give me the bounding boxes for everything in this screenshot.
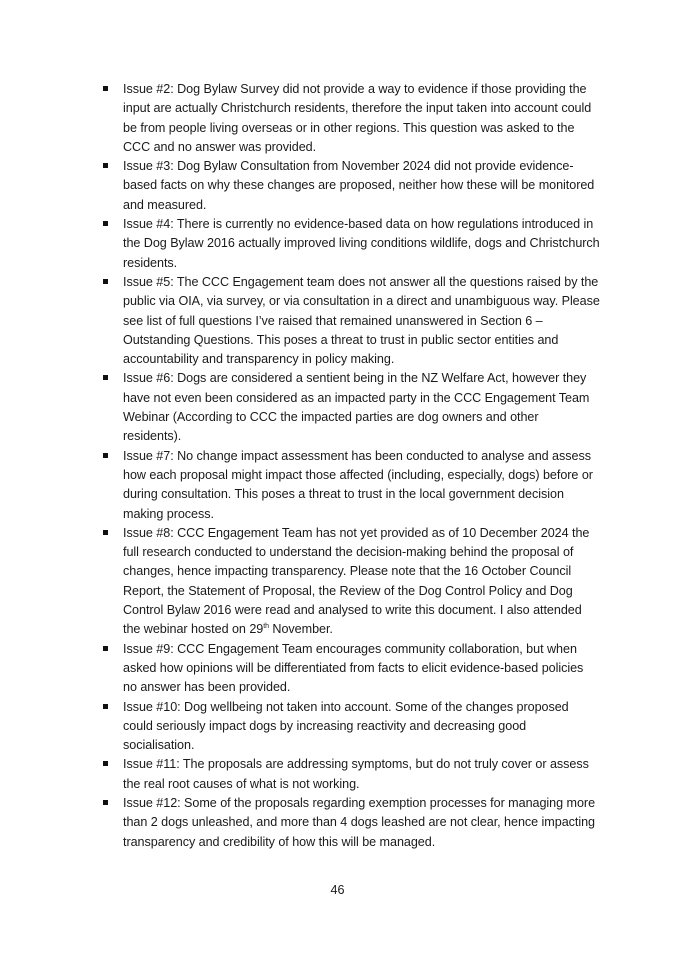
- issue-item-3: [100, 157, 600, 215]
- square-bullet-icon: [103, 375, 108, 380]
- issue-item-12: [100, 794, 600, 852]
- square-bullet-icon: [103, 761, 108, 766]
- square-bullet-icon: [103, 86, 108, 91]
- square-bullet-icon: [103, 530, 108, 535]
- issue-item-6: [100, 369, 600, 446]
- ordinal-superscript: th: [263, 623, 269, 631]
- page-number: 46: [330, 883, 345, 897]
- issue-text: Issue #9: CCC Engagement Team encourages community collaboration, but when asked how opinions will be differentiated from facts to elicit evidence-based policies no answer has been provided.: [123, 641, 584, 695]
- square-bullet-icon: [103, 800, 108, 805]
- issue-text: Issue #7: No change impact assessment has been conducted to analyse and assess how each proposal might impact those affected (including, especially, dogs) before or during consultation. This poses a threat to trust in the local government decision making process.: [123, 448, 593, 521]
- issue-text-end: November.: [268, 622, 333, 637]
- issue-text: Issue #3: Dog Bylaw Consultation from November 2024 did not provide evidence-based facts on why these changes are proposed, neither how these will be monitored and measured.: [123, 159, 595, 212]
- issue-text: Issue #2: Dog Bylaw Survey did not provide a way to evidence if those providing the input are actually Christchurch residents, therefore the input taken into account could be from people living overseas or in other regions. This question was asked to the CCC and no answer was provided.: [123, 82, 592, 154]
- issue-text: Issue #5: The CCC Engagement team does not answer all the questions raised by the public via OIA, via survey, or via consultation in a direct and unambiguous way. Please see list of full questions I’ve raised that remained unanswered in Section 6 – Outstanding Questions. This poses a threat to trust in public sector entities and accountability and transparency in policy making.: [123, 274, 600, 367]
- square-bullet-icon: [103, 646, 108, 651]
- issue-item-5: [100, 273, 600, 369]
- square-bullet-icon: [103, 163, 108, 168]
- square-bullet-icon: [103, 279, 108, 284]
- issue-item-8: [100, 524, 600, 640]
- issue-text: Issue #8: CCC Engagement Team has not yet provided as of 10 December 2024 the full research conducted to understand the decision-making behind the proposal of changes, hence impacting transparency. Please note that the 16 October Council Report, the Statement of Proposal, the Review of the Dog Control Policy and Dog Control Bylaw 2016 were read and analysed to write this document. I also attended the webinar hosted on 29: [123, 525, 590, 637]
- issue-item-9: [100, 640, 600, 698]
- issue-text: Issue #10: Dog wellbeing not taken into account. Some of the changes proposed could seriously impact dogs by increasing reactivity and decreasing good socialisation.: [123, 699, 569, 753]
- issue-list: [100, 80, 600, 852]
- issue-item-10: [100, 698, 600, 756]
- issue-item-2: [100, 80, 600, 157]
- square-bullet-icon: [103, 221, 108, 226]
- issue-text: Issue #4: There is currently no evidence-based data on how regulations introduced in the Dog Bylaw 2016 actually improved living conditions wildlife, dogs and Christchurch residents.: [123, 217, 600, 270]
- issue-text: Issue #11: The proposals are addressing symptoms, but do not truly cover or assess the real root causes of what is not working.: [123, 757, 589, 791]
- issue-text: Issue #6: Dogs are considered a sentient being in the NZ Welfare Act, however they have not even been considered as an impacted party in the CCC Engagement Team Webinar (According to CCC the impacted parties are dog owners and other residents).: [123, 371, 590, 444]
- issue-text: Issue #12: Some of the proposals regarding exemption processes for managing more than 2 dogs unleashed, and more than 4 dogs leashed are not clear, hence impacting transparency and credibility of how this will be managed.: [123, 795, 596, 849]
- issue-item-4: [100, 215, 600, 273]
- issue-item-7: [100, 447, 600, 524]
- square-bullet-icon: [103, 704, 108, 709]
- issue-item-11: [100, 755, 600, 794]
- square-bullet-icon: [103, 453, 108, 458]
